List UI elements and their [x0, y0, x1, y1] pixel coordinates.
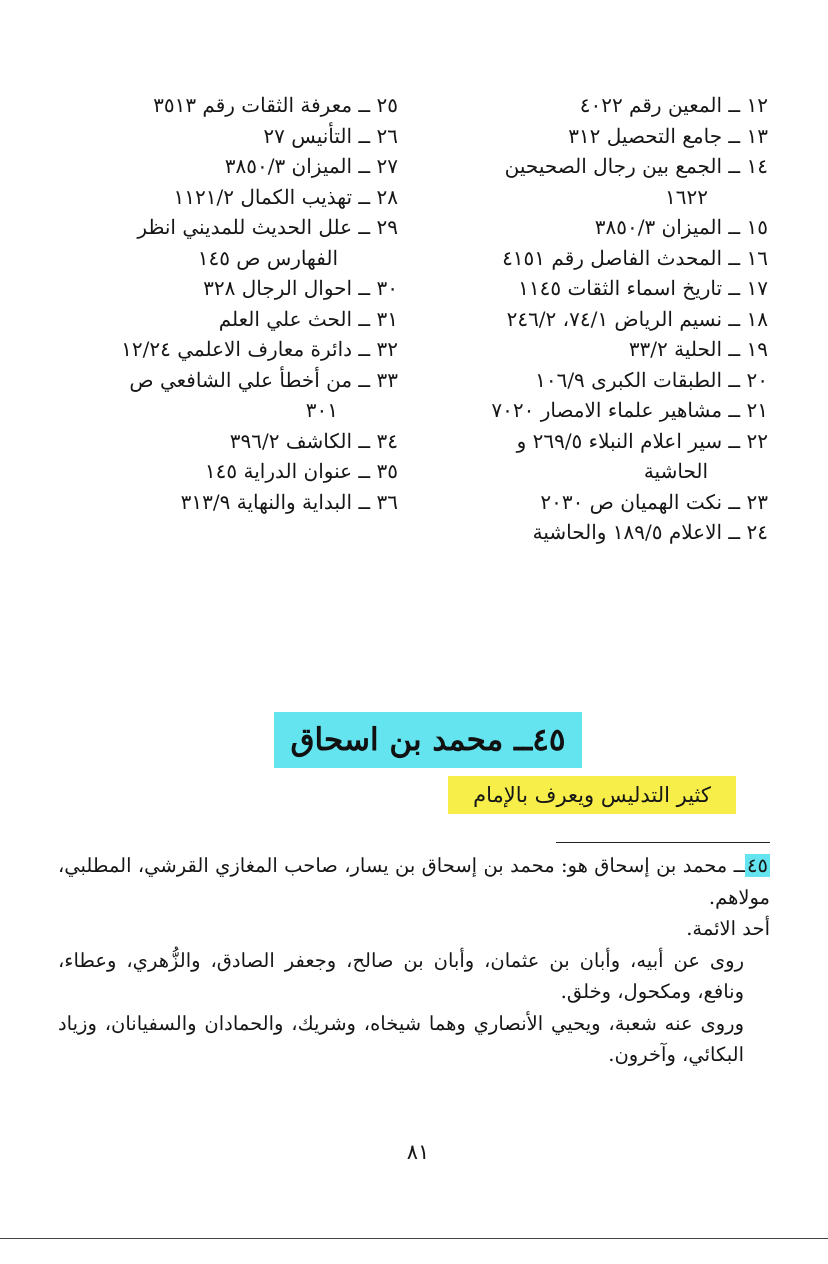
reference-item: ٢٢ ــ سير اعلام النبلاء ٢٦٩/٥ و [516, 428, 768, 453]
reference-item: ٣٥ ــ عنوان الدراية ١٤٥ [204, 459, 398, 483]
footnote-block [58, 850, 770, 1071]
reference-item-continuation: ١٦٢٢ [665, 184, 708, 209]
reference-item: ٢٧ ــ الميزان ٣٨٥٠/٣ [224, 154, 398, 178]
entry-subtitle: كثير التدليس ويعرف بالإمام [448, 776, 736, 814]
footnote-line: ــ محمد بن إسحاق هو: محمد بن إسحاق بن يسار، صاحب المغازي القرشي، المطلبي، مولاهم. [58, 854, 770, 909]
reference-item: ٢١ ــ مشاهير علماء الامصار ٧٠٢٠ [491, 398, 768, 422]
reference-item-continuation: ٣٠١ [305, 398, 338, 422]
reference-item: ٢٣ ــ نكت الهميان ص ٢٠٣٠ [540, 489, 768, 514]
page-number: ٨١ [406, 1140, 430, 1164]
references-list [48, 90, 768, 660]
reference-item: ١٤ ــ الجمع بين رجال الصحيحين [504, 154, 768, 178]
footnote-number: ٤٥ [747, 854, 768, 877]
reference-item: ٢٦ ــ التأنيس ٢٧ [263, 123, 398, 148]
reference-item: ٣٣ ــ من أخطأ علي الشافعي ص [129, 367, 398, 392]
footnote-paragraph [58, 945, 770, 1008]
reference-item: ١٢ ــ المعين رقم ٤٠٢٢ [579, 93, 768, 117]
footnote-line: وروى عنه شعبة، ويحيي الأنصاري وهما شيخاه، وشريك، والحمادان والسفيانان، وزياد البكائي، وآخرون. [58, 1011, 744, 1066]
reference-item: ٢٤ ــ الاعلام ١٨٩/٥ والحاشية [532, 520, 768, 544]
reference-item: ٣٦ ــ البداية والنهاية ٣١٣/٩ [180, 489, 398, 514]
footnote-line: روى عن أبيه، وأبان بن عثمان، وأبان بن صالح، وجعفر الصادق، والزُّهري، وعطاء، ونافع، ومكحول، وخلق. [58, 948, 744, 1003]
reference-item: ١٨ ــ نسيم الرياض ٧٤/١، ٢٤٦/٢ [506, 306, 768, 331]
references-left-column [68, 90, 398, 660]
footnote-paragraph [58, 850, 770, 913]
reference-item: ٣٤ ــ الكاشف ٣٩٦/٢ [229, 428, 398, 453]
reference-item: ٣١ ــ الحث علي العلم [218, 306, 398, 331]
reference-item: ١٩ ــ الحلية ٣٣/٢ [628, 337, 768, 361]
reference-item: ٢٨ ــ تهذيب الكمال ١١٢١/٢ [173, 184, 398, 209]
reference-item: ١٣ ــ جامع التحصيل ٣١٢ [568, 123, 768, 148]
references-right-column [438, 90, 768, 660]
reference-item: ١٧ ــ تاريخ اسماء الثقات ١١٤٥ [518, 276, 768, 300]
page-bottom-border [0, 1238, 828, 1239]
reference-item: ١٦ ــ المحدث الفاصل رقم ٤١٥١ [502, 245, 768, 270]
footnote-paragraph [58, 1008, 770, 1071]
footnote-paragraph [58, 913, 770, 945]
reference-item-continuation: الفهارس ص ١٤٥ [197, 245, 338, 270]
reference-item: ٢٠ ــ الطبقات الكبرى ١٠٦/٩ [535, 367, 768, 392]
reference-item: ٢٥ ــ معرفة الثقات رقم ٣٥١٣ [153, 93, 398, 117]
footnote-divider [556, 842, 770, 843]
reference-item: ٣٢ ــ دائرة معارف الاعلمي ١٢/٢٤ [121, 337, 398, 361]
reference-item: ٢٩ ــ علل الحديث للمديني انظر [137, 215, 398, 239]
entry-title: ٤٥ــ محمد بن اسحاق [274, 712, 582, 768]
reference-item: ١٥ ــ الميزان ٣٨٥٠/٣ [594, 215, 768, 239]
reference-item-continuation: الحاشية [643, 459, 708, 483]
reference-item: ٣٠ ــ احوال الرجال ٣٢٨ [203, 276, 398, 300]
footnote-line: أحد الائمة. [686, 917, 770, 940]
